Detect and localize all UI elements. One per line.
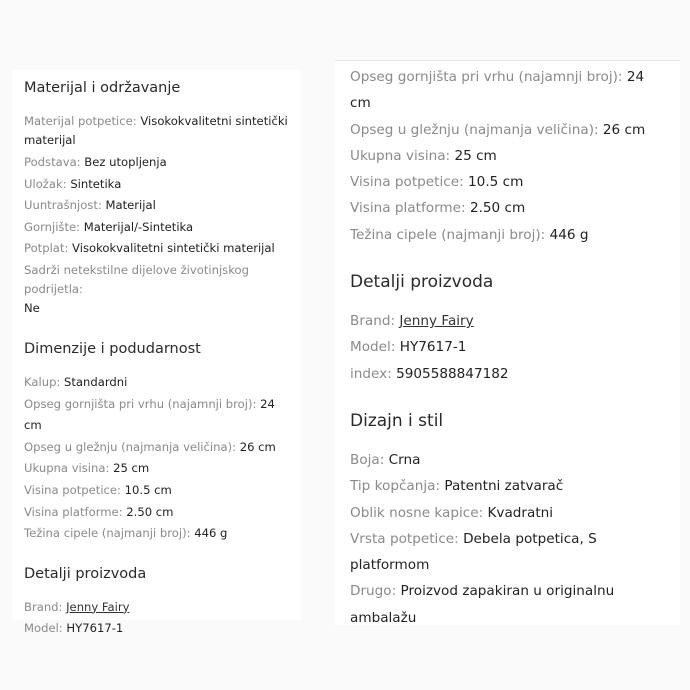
spec-value: Materijal bbox=[105, 198, 156, 213]
spec-value: Bez utopljenja bbox=[84, 155, 167, 169]
spec-row bbox=[24, 152, 289, 174]
section-title: Detalji proizvoda bbox=[350, 272, 494, 293]
brand-link[interactable]: Jenny Fairy bbox=[66, 599, 130, 614]
spec-label: Materijal potpetice: bbox=[24, 114, 137, 128]
spec-row bbox=[24, 597, 289, 619]
spec-label: Uuntrašnjost: bbox=[24, 198, 102, 213]
spec-row bbox=[24, 174, 289, 196]
spec-label: Visina potpetice: bbox=[24, 482, 121, 497]
spec-row bbox=[24, 437, 289, 459]
spec-value: Materijal/-Sintetika bbox=[83, 219, 194, 234]
spec-value: 10.5 cm bbox=[124, 482, 172, 497]
spec-row bbox=[24, 618, 289, 640]
spec-label: Opseg gornjišta pri vrhu (najamnji broj): bbox=[24, 396, 257, 411]
spec-row bbox=[24, 372, 289, 394]
spec-label: Ukupna visina: bbox=[24, 461, 110, 476]
spec-row bbox=[24, 458, 289, 480]
spec-value: 26 cm bbox=[602, 121, 646, 138]
spec-label: Drugo: bbox=[350, 583, 397, 600]
spec-value: HY7617-1 bbox=[66, 621, 124, 636]
spec-value: 24 cm bbox=[24, 396, 275, 433]
spec-value: 25 cm bbox=[454, 147, 497, 164]
section-title: Materijal i održavanje bbox=[24, 80, 181, 96]
spec-label: Ukupna visina: bbox=[350, 147, 451, 164]
spec-value: 25 cm bbox=[113, 461, 150, 476]
spec-row bbox=[350, 169, 666, 195]
spec-label: Brand: bbox=[350, 313, 396, 330]
spec-value: Standardni bbox=[64, 374, 128, 389]
spec-value: Crna bbox=[388, 451, 421, 468]
right-product-info-panel bbox=[335, 60, 680, 625]
spec-value: Proizvod zapakiran u originalnu ambalažu bbox=[350, 583, 615, 626]
spec-label: Opseg gornjišta pri vrhu (najamnji broj): bbox=[350, 69, 623, 85]
section-dimensions-continued bbox=[350, 64, 666, 248]
spec-label: Vrsta potpetice: bbox=[350, 530, 459, 547]
spec-label: Tip kopčanja: bbox=[350, 478, 441, 495]
section-product-details bbox=[24, 564, 289, 640]
section-design-style bbox=[350, 409, 666, 631]
spec-label: Opseg u gležnju (najmanja veličina): bbox=[24, 439, 237, 454]
spec-label: Kalup: bbox=[24, 374, 61, 389]
spec-value: 446 g bbox=[549, 226, 589, 243]
spec-value: Visokokvalitetni sintetički materijal bbox=[24, 114, 288, 147]
spec-label: Visina platforme: bbox=[350, 200, 466, 217]
spec-row bbox=[350, 195, 666, 221]
left-product-info-panel bbox=[12, 70, 301, 636]
spec-value: 2.50 cm bbox=[469, 200, 526, 217]
spec-row bbox=[350, 334, 666, 360]
spec-row bbox=[350, 308, 666, 334]
spec-row bbox=[350, 526, 666, 579]
section-dimensions-fit bbox=[24, 339, 289, 545]
spec-value: 26 cm bbox=[239, 439, 276, 454]
spec-label: Podstava: bbox=[24, 155, 81, 169]
spec-value: 5905588847182 bbox=[396, 365, 509, 382]
section-material-care bbox=[24, 78, 289, 320]
spec-row bbox=[24, 502, 289, 524]
spec-label: Sadrži netekstilne dijelove životinjskog podrijetla: bbox=[24, 262, 249, 296]
section-title: Dimenzije i podudarnost bbox=[24, 340, 201, 357]
spec-row bbox=[24, 217, 289, 239]
spec-value: Debela potpetica, S platformom bbox=[350, 530, 597, 574]
spec-row bbox=[350, 222, 666, 248]
spec-label: Model: bbox=[350, 339, 396, 356]
spec-row bbox=[24, 260, 289, 320]
spec-label: Uložak: bbox=[24, 176, 67, 191]
spec-value: Patentni zatvarač bbox=[444, 478, 564, 495]
spec-row bbox=[24, 111, 289, 152]
spec-row bbox=[24, 523, 289, 545]
spec-row bbox=[350, 361, 666, 387]
spec-value: Sintetika bbox=[70, 176, 122, 191]
spec-value: Ne bbox=[24, 300, 40, 315]
spec-row bbox=[350, 500, 666, 526]
spec-value: HY7617-1 bbox=[399, 339, 467, 356]
spec-row bbox=[24, 195, 289, 217]
section-title: Dizajn i stil bbox=[350, 410, 444, 431]
spec-value: 10.5 cm bbox=[468, 174, 524, 191]
spec-label: Visina platforme: bbox=[24, 504, 123, 519]
spec-row bbox=[350, 447, 666, 473]
spec-row bbox=[350, 64, 666, 117]
spec-row bbox=[350, 473, 666, 499]
spec-row bbox=[24, 238, 289, 260]
section-title: Detalji proizvoda bbox=[24, 565, 147, 582]
spec-row bbox=[24, 394, 289, 437]
spec-label: Težina cipele (najmanji broj): bbox=[350, 226, 546, 243]
spec-label: Gornjište: bbox=[24, 219, 81, 234]
spec-row bbox=[350, 578, 666, 631]
spec-label: Opseg u gležnju (najmanja veličina): bbox=[350, 121, 599, 138]
spec-label: index: bbox=[350, 365, 392, 382]
spec-row bbox=[350, 143, 666, 169]
spec-label: Brand: bbox=[24, 599, 63, 614]
section-product-details bbox=[350, 270, 666, 387]
spec-value: 446 g bbox=[194, 526, 228, 541]
spec-value: Visokokvalitetni sintetički materijal bbox=[72, 241, 275, 256]
spec-label: Oblik nosne kapice: bbox=[350, 504, 484, 521]
brand-link[interactable]: Jenny Fairy bbox=[399, 313, 474, 330]
spec-label: Visina potpetice: bbox=[350, 174, 464, 191]
spec-value: 24 cm bbox=[350, 69, 645, 112]
spec-row bbox=[24, 480, 289, 502]
spec-label: Boja: bbox=[350, 451, 385, 468]
spec-value: 2.50 cm bbox=[126, 504, 174, 519]
spec-value: Kvadratni bbox=[487, 504, 554, 521]
spec-label: Potplat: bbox=[24, 241, 69, 256]
spec-label: Težina cipele (najmanji broj): bbox=[24, 526, 191, 541]
spec-label: Model: bbox=[24, 621, 63, 636]
spec-row bbox=[350, 117, 666, 143]
